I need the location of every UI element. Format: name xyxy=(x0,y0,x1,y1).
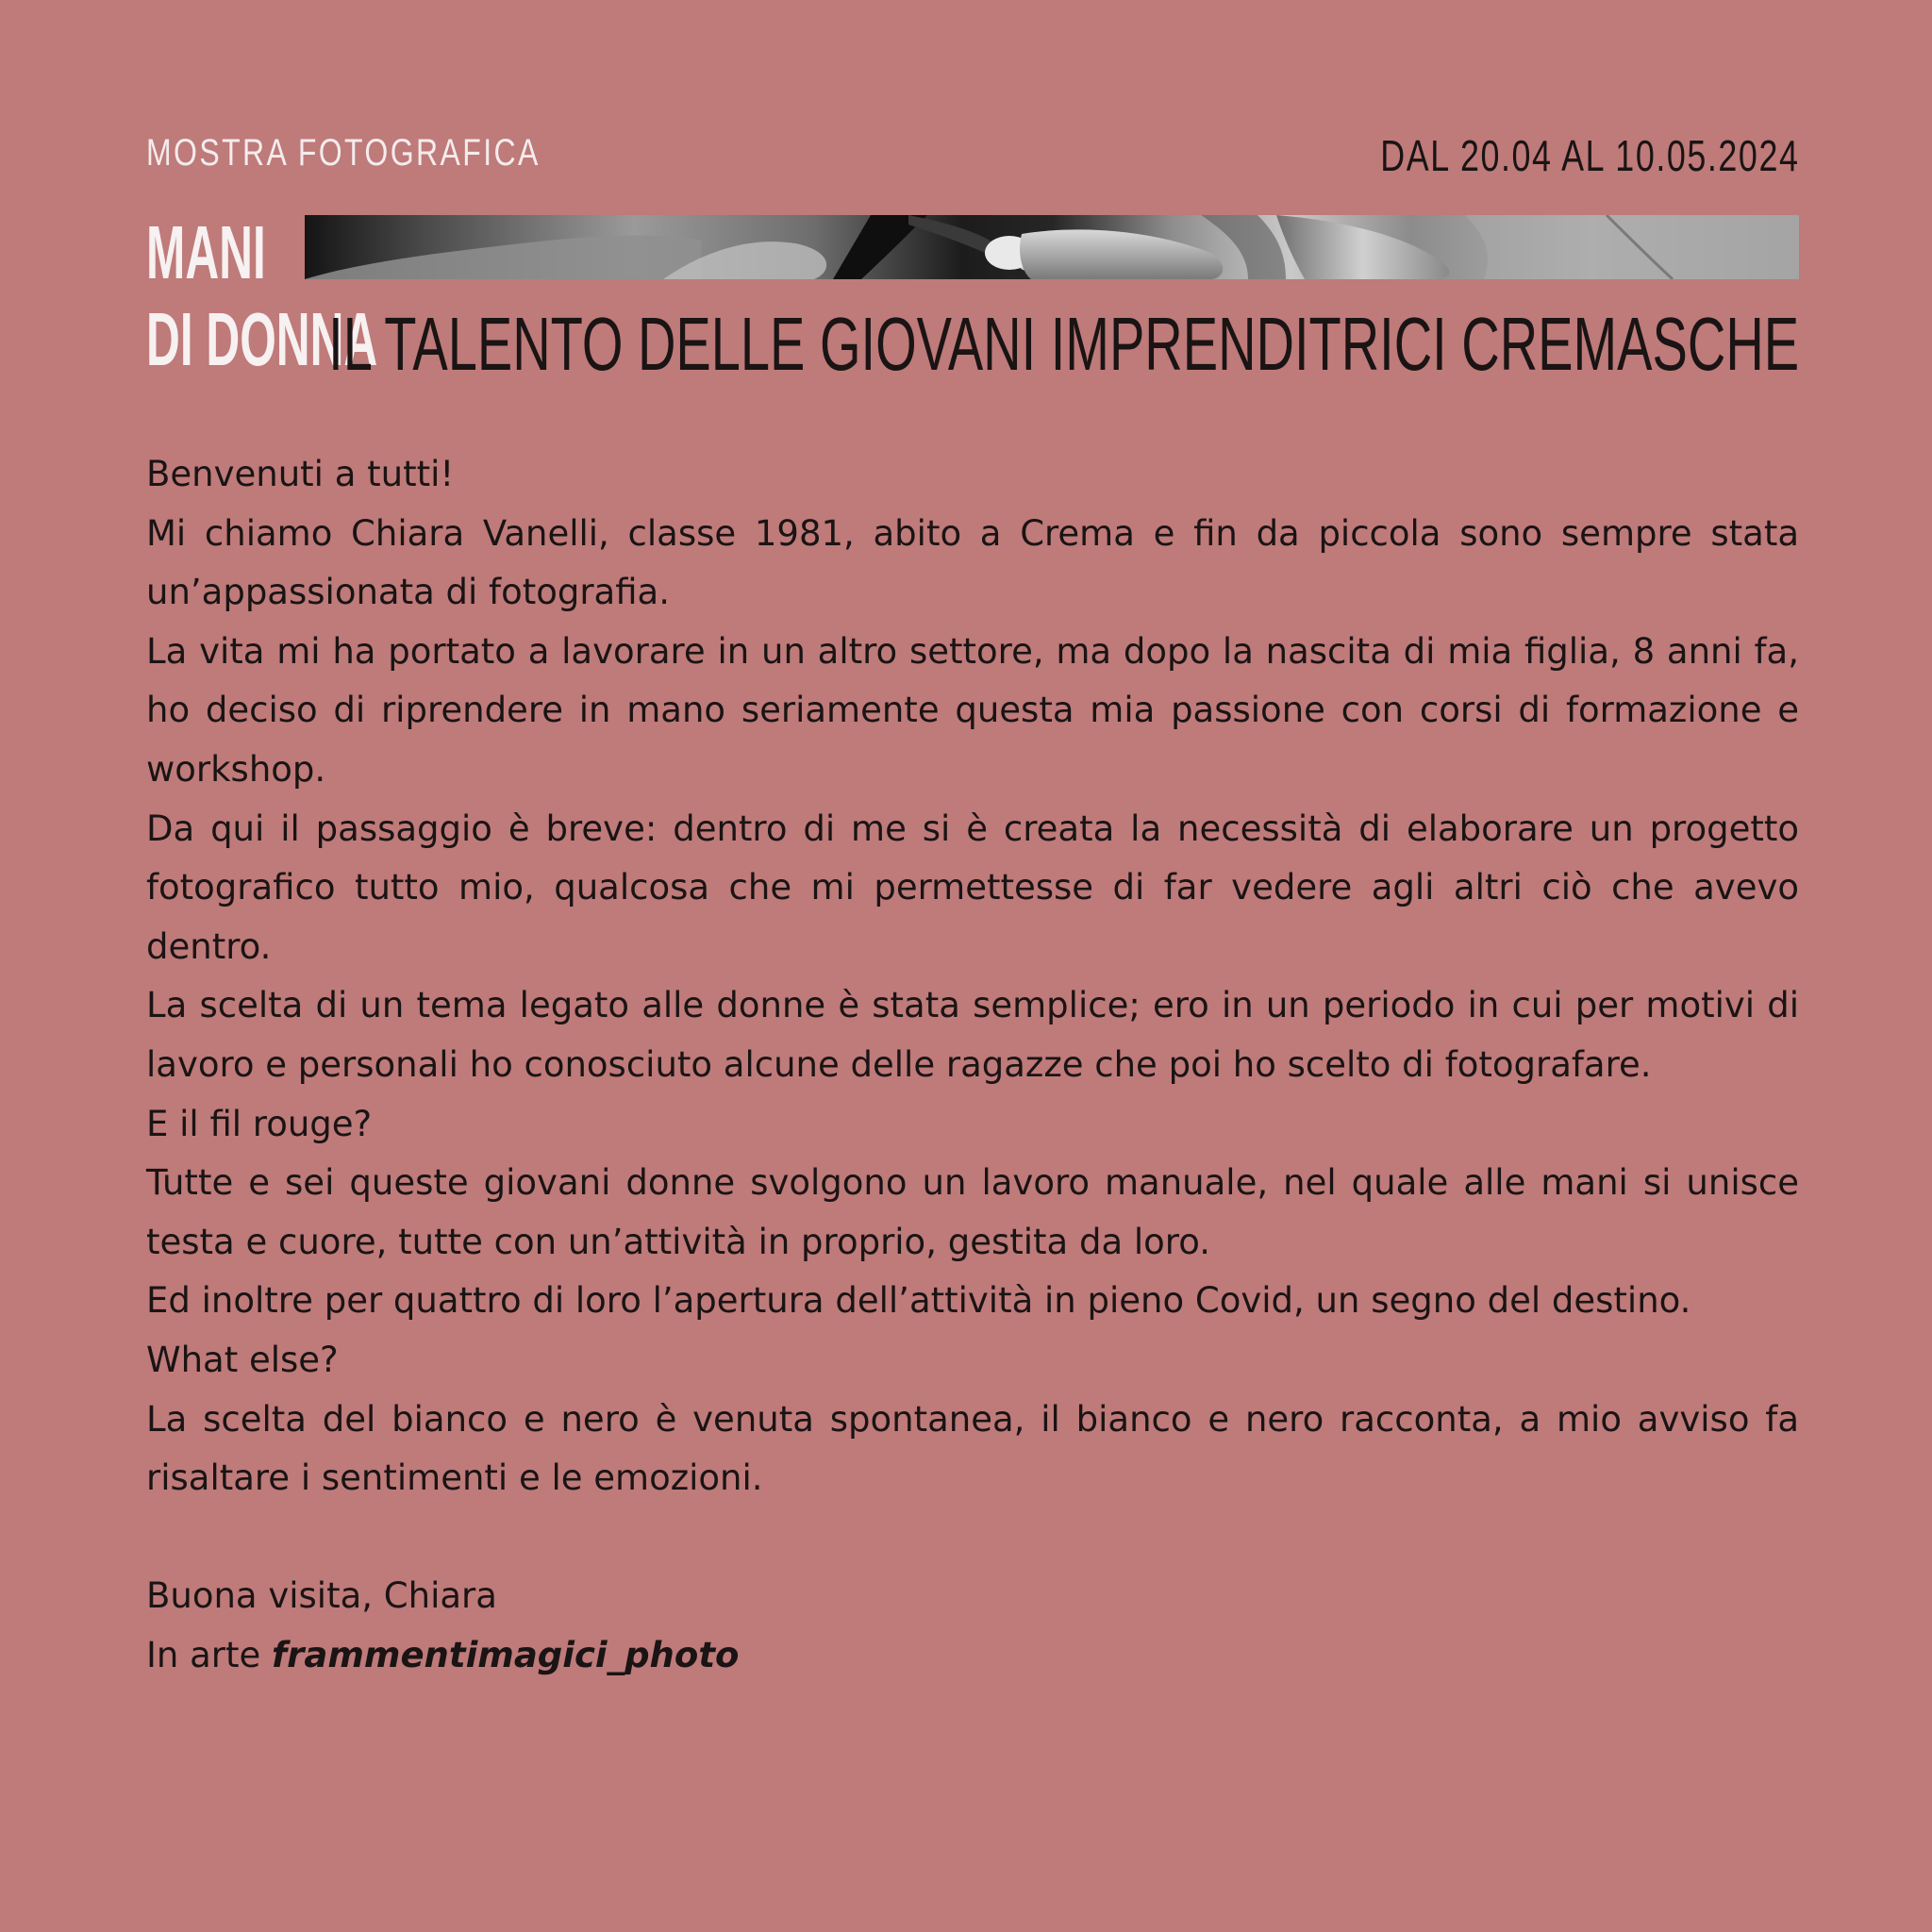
paragraph-manual-work: Tutte e sei queste giovani donne svolgono un lavoro manuale, nel quale alle mani si unisce testa e cuore, tutte con un’attività in proprio, gestita da loro. xyxy=(146,1162,1799,1262)
alias-prefix: In arte xyxy=(146,1634,273,1675)
exhibition-text xyxy=(146,445,1799,1685)
exhibition-label: MOSTRA FOTOGRAFICA xyxy=(146,132,541,174)
paragraph-covid: Ed inoltre per quattro di loro l’apertura dell’attività in pieno Covid, un segno del destino. xyxy=(146,1280,1691,1322)
paragraph-question-what-else: What else? xyxy=(146,1339,339,1380)
paragraph-intro: Mi chiamo Chiara Vanelli, classe 1981, abito a Crema e fin da piccola sono sempre stata un’appassionata di fotografia. xyxy=(146,512,1799,613)
paragraph-career: La vita mi ha portato a lavorare in un altro settore, ma dopo la nascita di mia figlia, 8 anni fa, ho deciso di riprendere in mano seriamente questa mia passione con corsi di formazione e workshop. xyxy=(146,630,1799,790)
exhibition-dates: DAL 20.04 AL 10.05.2024 xyxy=(1379,131,1799,180)
paragraph-theme: La scelta di un tema legato alle donne è stata semplice; ero in un periodo in cui per motivi di lavoro e personali ho conosciuto alcune delle ragazze che poi ho scelto di fotografare. xyxy=(146,985,1799,1085)
exhibition-subtitle: IL TALENTO DELLE GIOVANI IMPRENDITRICI CREMASCHE xyxy=(328,302,1799,386)
brand-title-line2: DI DONNA xyxy=(146,297,378,381)
paragraph-greeting: Benvenuti a tutti! xyxy=(146,454,455,494)
hands-photo-strip xyxy=(305,215,1799,279)
paragraph-black-white: La scelta del bianco e nero è venuta spontanea, il bianco e nero racconta, a mio avviso fa risaltare i sentimenti e le emozioni. xyxy=(146,1398,1799,1499)
paragraph-project: Da qui il passaggio è breve: dentro di me si è creata la necessità di elaborare un progetto fotografico tutto mio, qualcosa che mi permettesse di far vedere agli altri ciò che avevo dentro. xyxy=(146,808,1799,967)
paragraph-question-fil-rouge: E il fil rouge? xyxy=(146,1103,373,1144)
signoff: Buona visita, Chiara xyxy=(146,1575,497,1617)
alias-line xyxy=(146,1626,1799,1686)
hands-photo-image xyxy=(305,215,1799,279)
brand-title-line1: MANI xyxy=(146,210,266,294)
spacer xyxy=(146,1508,1799,1568)
instagram-handle: frammentimagici_photo xyxy=(272,1634,740,1675)
